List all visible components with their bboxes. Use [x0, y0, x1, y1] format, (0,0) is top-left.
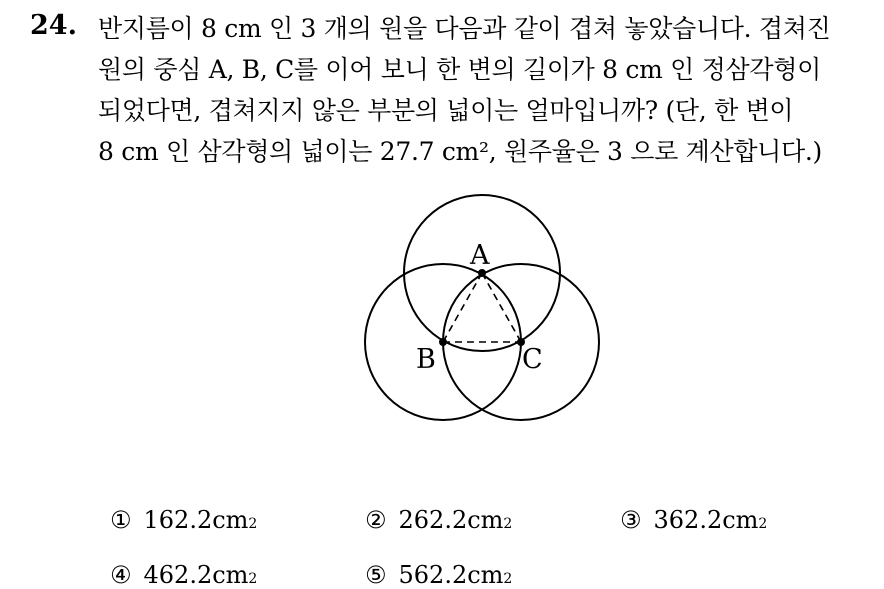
- choice-5-value: 562.2cm: [398, 561, 504, 589]
- three-circles-figure: [330, 188, 610, 428]
- choice-5-mark: ⑤: [365, 561, 387, 589]
- question-line: 8 cm 인 삼각형의 넓이는 27.7 cm², 원주율은 3 으로 계산합니다.): [98, 137, 822, 166]
- choice-1[interactable]: ① 162.2cm 2: [110, 506, 258, 534]
- choice-2-value: 262.2cm: [398, 506, 504, 534]
- choice-3[interactable]: ③ 362.2cm 2: [620, 506, 768, 534]
- point-b: [439, 338, 447, 346]
- question-line: 원의 중심 A, B, C를 이어 보니 한 변의 길이가 8 cm 인 정삼각형이: [98, 55, 821, 84]
- label-c: C: [522, 344, 543, 375]
- choice-2-mark: ②: [365, 506, 387, 534]
- choice-4-mark: ④: [110, 561, 132, 589]
- circles-diagram: [330, 188, 610, 428]
- label-b: B: [416, 344, 436, 375]
- question-line: 반지름이 8 cm 인 3 개의 원을 다음과 같이 겹쳐 놓았습니다. 겹쳐진: [98, 14, 831, 43]
- choice-5[interactable]: ⑤ 562.2cm 2: [365, 561, 513, 589]
- question-text: [98, 8, 878, 172]
- choice-1-mark: ①: [110, 506, 132, 534]
- question-line: 되었다면, 겹쳐지지 않은 부분의 넓이는 얼마입니까? (단, 한 변이: [98, 96, 794, 125]
- label-a: A: [470, 240, 490, 271]
- choice-3-mark: ③: [620, 506, 642, 534]
- choice-3-value: 362.2cm: [653, 506, 759, 534]
- question-number: 24.: [30, 10, 77, 41]
- choice-1-value: 162.2cm: [143, 506, 249, 534]
- segment-ab: [443, 273, 482, 342]
- segment-ac: [482, 273, 521, 342]
- choice-4-value: 462.2cm: [143, 561, 249, 589]
- choice-4[interactable]: ④ 462.2cm 2: [110, 561, 258, 589]
- choice-2[interactable]: ② 262.2cm 2: [365, 506, 513, 534]
